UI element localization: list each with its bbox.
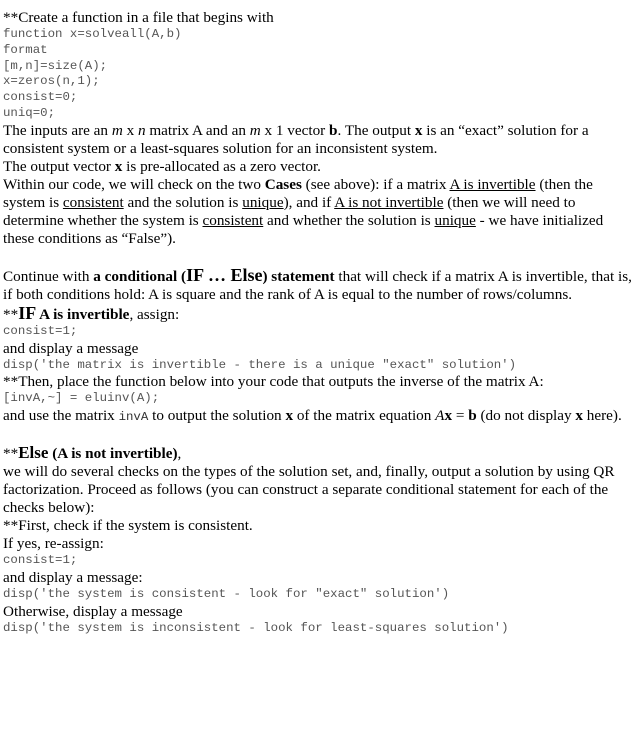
if-yes-line: If yes, re-assign: (3, 535, 104, 553)
code-line: consist=1; (3, 553, 78, 568)
else-section (3, 444, 635, 636)
conditional-paragraph: Continue with a conditional (IF … Else) statement that will check if a matrix A is invertible, that is, if both conditions hold: A is square and the rank of A is equal to the number of rows/columns. (3, 264, 632, 303)
intro-line: **Create a function in a file that begins with (3, 9, 274, 26)
code-line: [m,n]=size(A); (3, 58, 108, 73)
use-inverse-paragraph: and use the matrix invA to output the solution x of the matrix equation Ax = b (do not display x here). (3, 407, 622, 425)
output-paragraph: The output vector x is pre-allocated as a zero vector. (3, 157, 321, 175)
code-line: uniq=0; (3, 105, 56, 120)
inputs-paragraph: The inputs are an m x n matrix A and an m x 1 vector b. The output x is an “exact” solution for a consistent system or a least-squares solution for an inconsistent system. (3, 121, 589, 157)
message-label: and display a message (3, 339, 139, 357)
header-code-block (3, 27, 635, 122)
code-line: consist=1; (3, 323, 78, 338)
code-line: disp('the system is inconsistent - look for least-squares solution') (3, 620, 509, 635)
code-line: x=zeros(n,1); (3, 74, 100, 89)
code-line: disp('the system is consistent - look for "exact" solution') (3, 586, 450, 601)
spacer (3, 248, 635, 266)
message-label: and display a message: (3, 568, 143, 586)
code-line: function x=solveall(A,b) (3, 27, 182, 41)
spacer (3, 426, 635, 444)
code-line: format (3, 42, 48, 57)
code-line: disp('the matrix is invertible - there is a unique "exact" solution') (3, 357, 517, 372)
code-line: [invA,~] = eluinv(A); (3, 391, 160, 406)
otherwise-line: Otherwise, display a message (3, 602, 183, 620)
if-section (3, 304, 635, 426)
else-heading: **Else (A is not invertible), (3, 443, 182, 463)
first-check-line: **First, check if the system is consistent. (3, 517, 253, 535)
else-description: we will do several checks on the types of the solution set, and, finally, output a solution by using QR factorization. Proceed as follows (you can construct a separate conditional statement for each of the checks below): (3, 463, 615, 517)
code-line: consist=0; (3, 90, 78, 105)
then-line: **Then, place the function below into your code that outputs the inverse of the matrix A: (3, 373, 544, 391)
cases-paragraph: Within our code, we will check on the two Cases (see above): if a matrix A is invertible (then the system is consistent and the solution is unique), and if A is not invertible (then we will need to determine whether the system is consistent and whether the solution is unique - we have initialized these conditions as “False”). (3, 175, 604, 247)
if-heading: **IF A is invertible, assign: (3, 302, 180, 323)
